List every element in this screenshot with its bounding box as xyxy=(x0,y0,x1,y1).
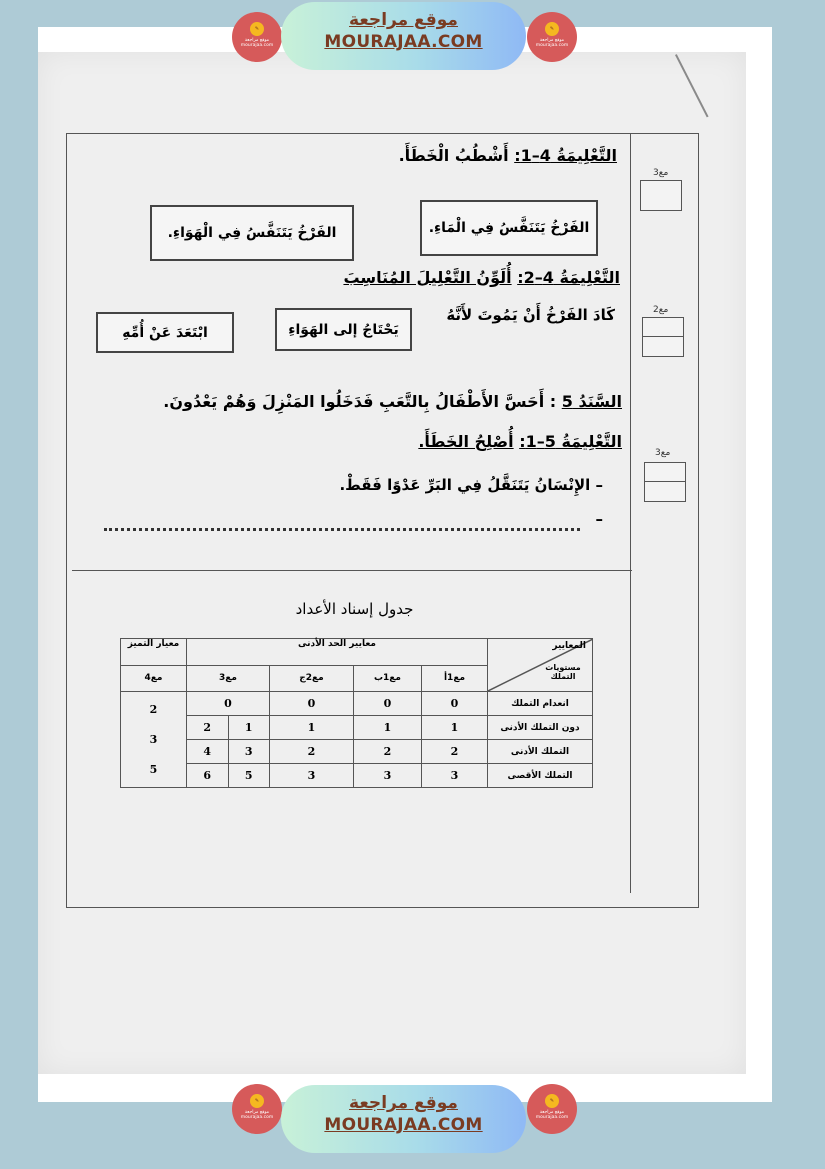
badge-text-en: mourajaa.com xyxy=(240,43,274,48)
criterion-header: مع4 xyxy=(121,665,187,692)
level-label: التملك الأقصى xyxy=(488,764,593,788)
score-value: 2 xyxy=(422,740,488,764)
score-value: 1 xyxy=(354,716,422,740)
task-4-2-heading xyxy=(343,268,620,287)
score-value: 5 xyxy=(149,762,158,776)
site-name-ar: موقع مراجعة xyxy=(349,10,458,30)
book-icon: ✎ xyxy=(250,1094,264,1108)
badge-text-ar: موقع مراجعة xyxy=(244,1110,270,1115)
site-name-en: MOURAJAA.COM xyxy=(324,1115,483,1135)
site-banner-bottom[interactable] xyxy=(281,1085,526,1153)
score-value: 1 xyxy=(422,716,488,740)
badge-text-ar: موقع مراجعة xyxy=(539,38,565,43)
criterion-header: مع1ب xyxy=(354,665,422,692)
score-column xyxy=(630,133,699,893)
badge-text-en: mourajaa.com xyxy=(535,1115,569,1120)
level-label: دون التملك الأدنى xyxy=(488,716,593,740)
score-value: 0 xyxy=(187,692,270,716)
score-value: 0 xyxy=(270,692,354,716)
score-value: 4 xyxy=(187,740,229,764)
support-5 xyxy=(163,392,622,411)
task-item-dash: – xyxy=(595,510,603,528)
score-label: مع2 xyxy=(653,305,669,315)
badge-text-en: mourajaa.com xyxy=(535,43,569,48)
score-value: 1 xyxy=(228,716,270,740)
option-box-needs-air[interactable] xyxy=(275,308,412,351)
criterion-header: مع1أ xyxy=(422,665,488,692)
grading-table xyxy=(120,638,593,788)
task-instruction: أُصْلِحُ الخَطَأَ. xyxy=(418,432,514,451)
option-box-far-from-mother[interactable] xyxy=(96,312,234,353)
table-row xyxy=(121,740,593,764)
score-label: مع3 xyxy=(655,448,671,458)
corner-levels-label: مستويات التملك xyxy=(545,663,581,681)
badge-text-ar: موقع مراجعة xyxy=(539,1110,565,1115)
excellence-values xyxy=(121,692,187,788)
task-label: التَّعْلِيمَةُ 4–1: xyxy=(514,146,617,165)
task-5-1-heading xyxy=(418,432,622,451)
score-value: 3 xyxy=(422,764,488,788)
score-value: 3 xyxy=(149,732,158,746)
logo-badge-right-bottom xyxy=(527,1084,577,1134)
task-sentence: كَادَ الفَرْخُ أَنْ يَمُوتَ لأَنَّهُ xyxy=(446,306,615,324)
group-excellence-header: معيار التميز xyxy=(121,639,187,666)
option-text: يَحْتَاجُ إلى الهَوَاءِ xyxy=(288,321,399,338)
task-instruction: أَشْطُبُ الْخَطَأَ. xyxy=(398,146,509,165)
score-value: 0 xyxy=(422,692,488,716)
score-value: 3 xyxy=(228,740,270,764)
task-label: التَّعْلِيمَةُ 4–2: xyxy=(517,268,620,287)
score-cell[interactable] xyxy=(643,337,683,356)
score-value: 5 xyxy=(228,764,270,788)
table-header-row xyxy=(121,639,593,666)
score-cell[interactable] xyxy=(645,463,685,482)
book-icon: ✎ xyxy=(250,22,264,36)
corner-header xyxy=(488,639,593,692)
logo-badge-right xyxy=(527,12,577,62)
option-text: الفَرْخُ يَتَنَفَّسُ فِي الْهَوَاءِ. xyxy=(167,225,337,241)
site-name-ar: موقع مراجعة xyxy=(349,1093,458,1113)
score-value: 2 xyxy=(354,740,422,764)
option-box-air[interactable] xyxy=(150,205,354,261)
score-value: 2 xyxy=(270,740,354,764)
score-cell[interactable] xyxy=(643,318,683,337)
corner-criteria-label: المعايير xyxy=(552,641,586,651)
score-label: مع3 xyxy=(653,168,669,178)
support-label: السَّنَدُ 5 xyxy=(561,392,622,411)
badge-text-en: mourajaa.com xyxy=(240,1115,274,1120)
site-banner-top[interactable] xyxy=(281,2,526,70)
logo-badge-left xyxy=(232,12,282,62)
table-row xyxy=(121,716,593,740)
option-text: ابْتَعَدَ عَنْ أُمِّهِ xyxy=(122,324,208,341)
section-divider xyxy=(72,570,632,571)
book-icon: ✎ xyxy=(545,22,559,36)
score-box-4-2[interactable] xyxy=(642,317,684,357)
logo-badge-left-bottom xyxy=(232,1084,282,1134)
table-row xyxy=(121,692,593,716)
score-value: 6 xyxy=(187,764,229,788)
level-label: التملك الأدنى xyxy=(488,740,593,764)
table-title: جدول إسناد الأعداد xyxy=(295,600,414,618)
task-item-sentence: – الإِنْسَانُ يَتَنَقَّلُ فِي البَرِّ عَدْوًا فَقَطْ. xyxy=(339,476,603,494)
site-name-en: MOURAJAA.COM xyxy=(324,32,483,52)
answer-line[interactable] xyxy=(104,528,580,531)
badge-text-ar: موقع مراجعة xyxy=(244,38,270,43)
score-cell[interactable] xyxy=(645,482,685,501)
criterion-header: مع2ج xyxy=(270,665,354,692)
task-instruction: أُلَوِّنُ التَّعْلِيلَ المُنَاسِبَ xyxy=(343,268,512,287)
score-value: 2 xyxy=(187,716,229,740)
table-row xyxy=(121,764,593,788)
book-icon: ✎ xyxy=(545,1094,559,1108)
level-label: انعدام التملك xyxy=(488,692,593,716)
option-text: الفَرْخُ يَتَنَفَّسُ فِي الْمَاءِ. xyxy=(428,220,590,236)
score-box-4-1[interactable] xyxy=(640,180,682,211)
score-value: 2 xyxy=(149,702,158,716)
score-value: 0 xyxy=(354,692,422,716)
score-box-5-1[interactable] xyxy=(644,462,686,502)
criterion-header: مع3 xyxy=(187,665,270,692)
task-4-1-heading xyxy=(399,146,617,165)
score-value: 3 xyxy=(270,764,354,788)
option-box-water[interactable] xyxy=(420,200,598,256)
score-value: 1 xyxy=(270,716,354,740)
support-text: : أَحَسَّ الأَطْفَالُ بِالتَّعَبِ فَدَخَلُوا المَنْزِلَ وَهُمْ يَعْدُونَ. xyxy=(163,392,557,411)
score-value: 3 xyxy=(354,764,422,788)
group-min-header: معايير الحد الأدنى xyxy=(187,639,488,666)
task-label: التَّعْلِيمَةُ 5–1: xyxy=(519,432,622,451)
